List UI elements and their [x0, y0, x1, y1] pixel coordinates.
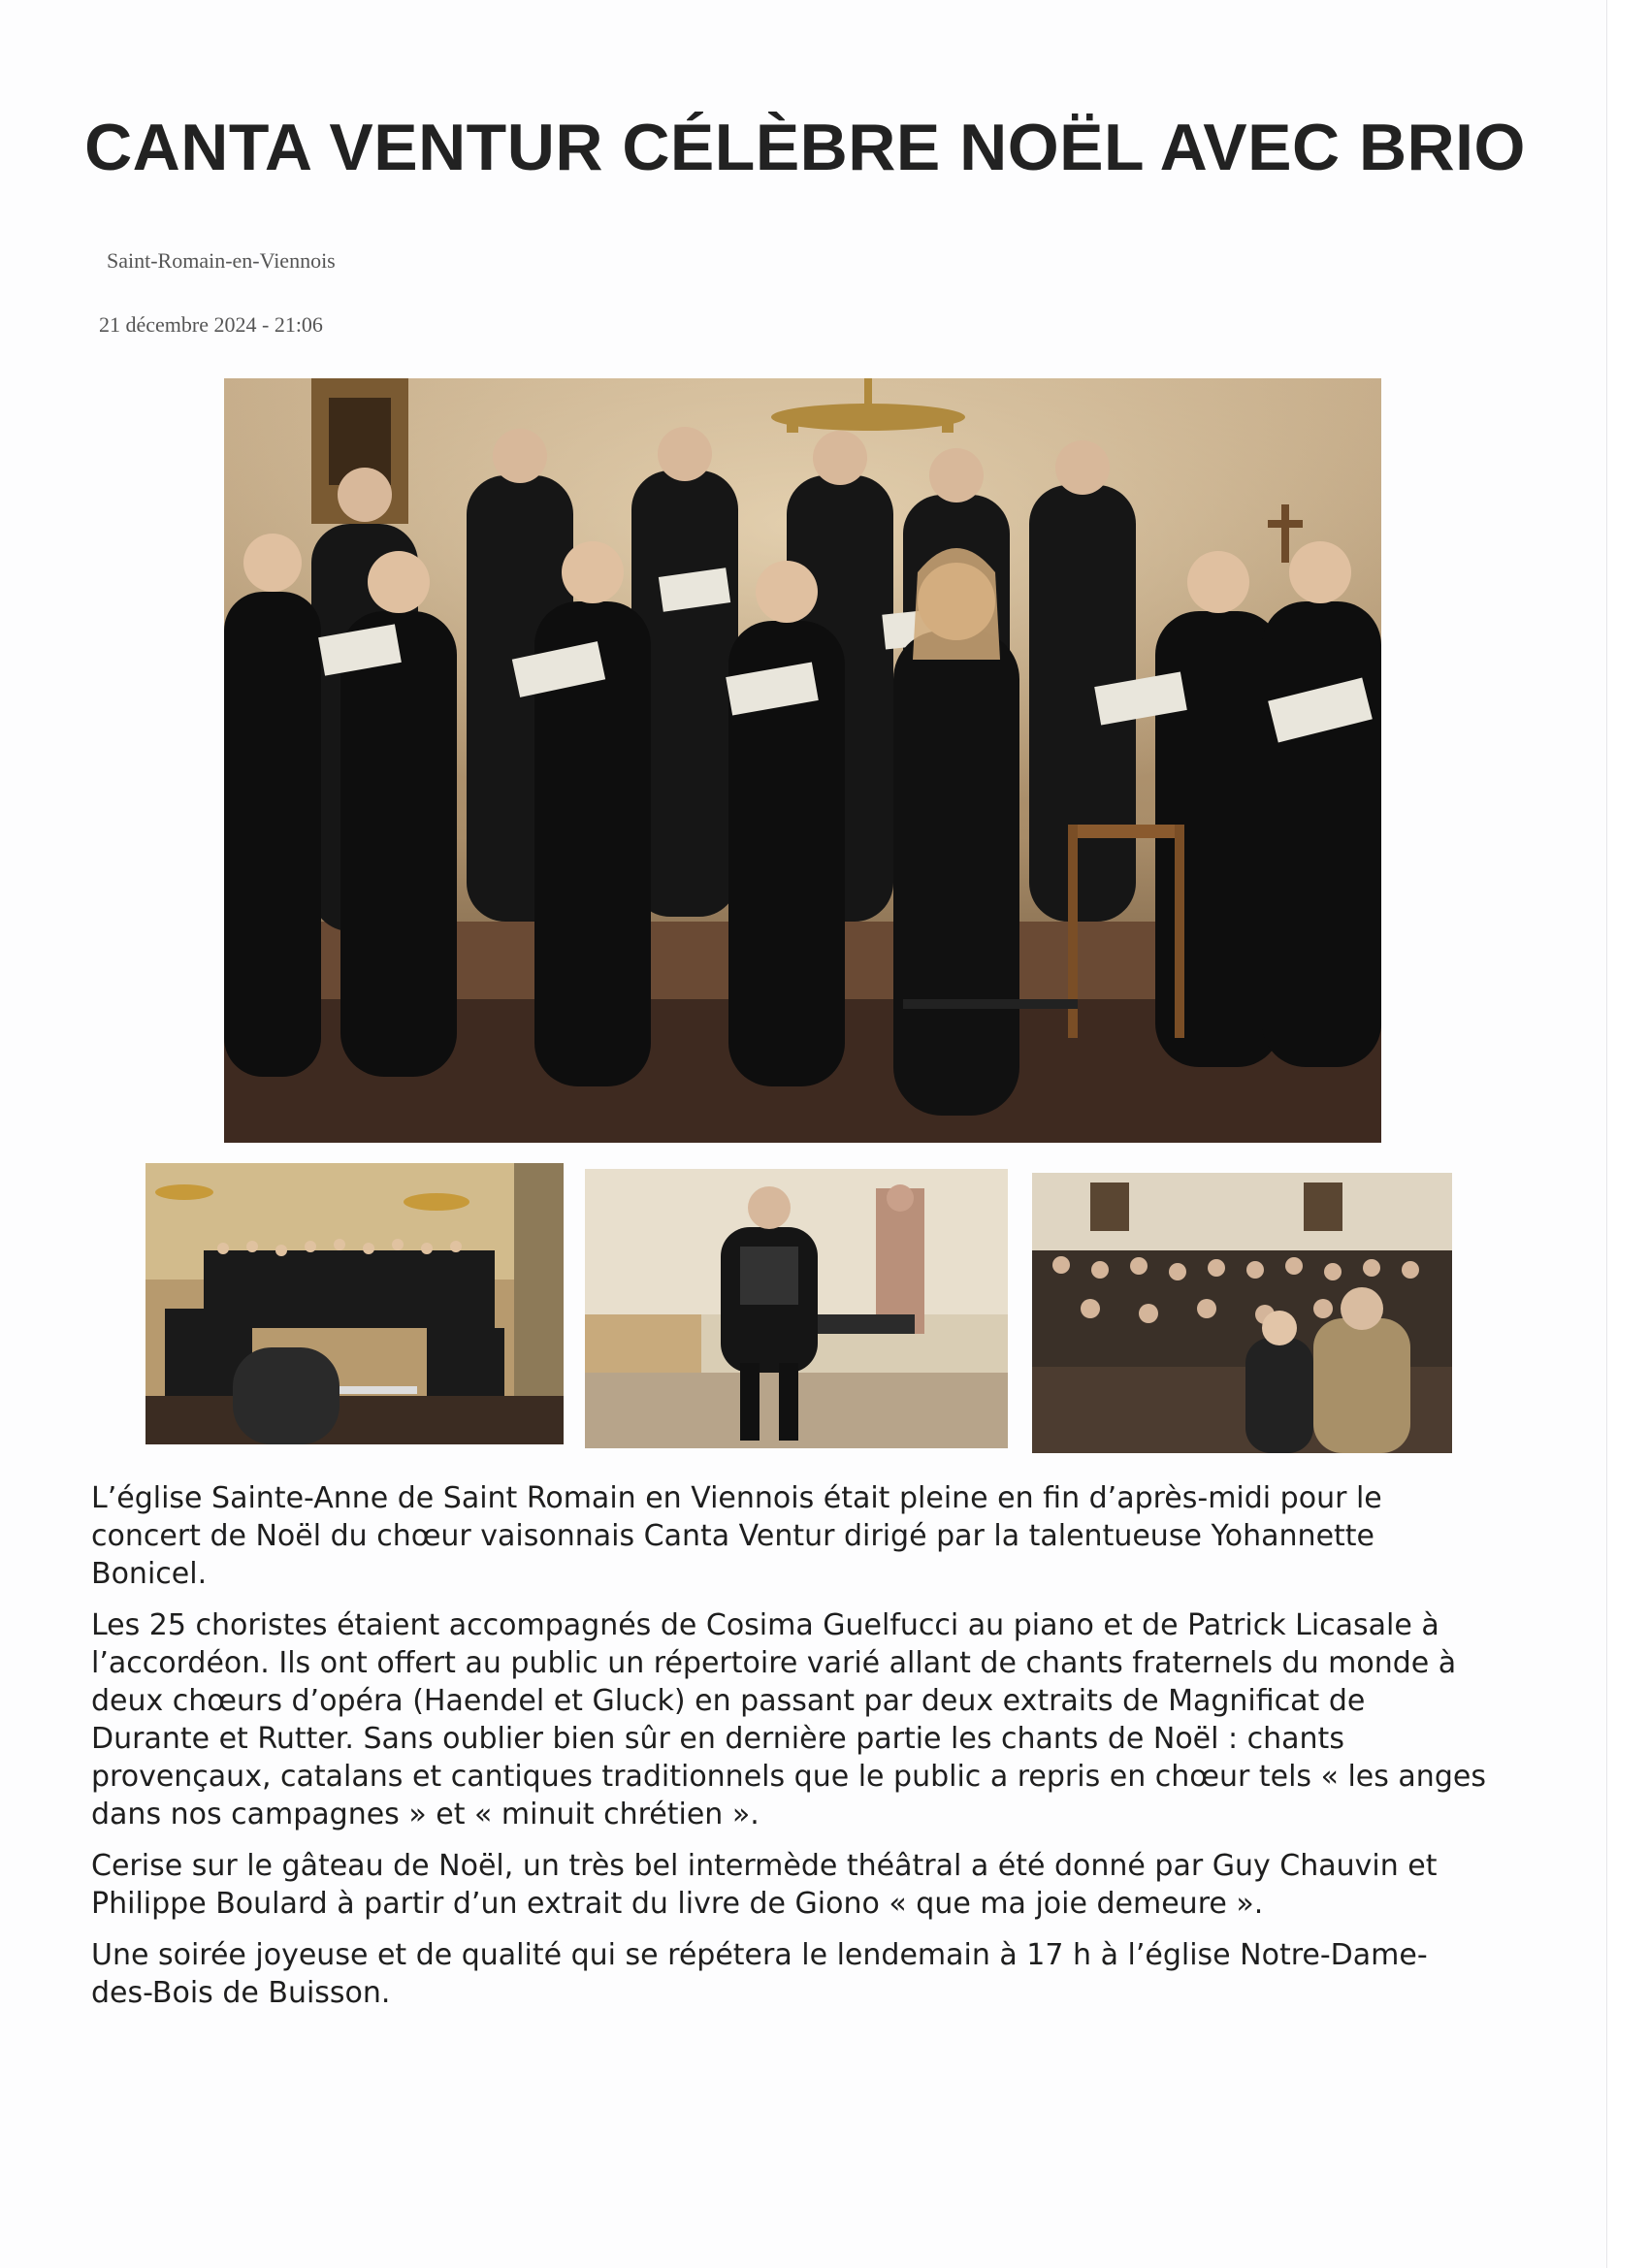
- choir-photo: [224, 378, 1381, 1143]
- article-paragraph: Cerise sur le gâteau de Noël, un très bel intermède théâtral a été donné par Guy Chauvin et Philippe Boulard à partir d’un extrait du livre de Giono « que ma joie demeure ».: [91, 1849, 1438, 1921]
- article-paragraph: Une soirée joyeuse et de qualité qui se répétera le lendemain à 17 h à l’église Notre-Dame-des-Bois de Buisson.: [91, 1938, 1428, 2010]
- article-date: 21 décembre 2024 - 21:06: [99, 312, 323, 337]
- article-paragraph: L’église Sainte-Anne de Saint Romain en Viennois était pleine en fin d’après-midi pour le concert de Noël du chœur vaisonnais Canta Ventur dirigé par la talentueuse Yohannette Bonicel.: [91, 1481, 1382, 1591]
- article-paragraph: Les 25 choristes étaient accompagnés de Cosima Guelfucci au piano et de Patrick Licasale à l’accordéon. Ils ont offert au public un répertoire varié allant de chants fraternels du monde à deux chœurs d’opéra (Haendel et Gluck) en passant par deux extraits de Magnificat de Durante et Rutter. Sans oublier bien sûr en dernière partie les chants de Noël : chants provençaux, catalans et cantiques traditionnels que le public a repris en chœur tels « les anges dans nos campagnes » et « minuit chrétien ».: [91, 1608, 1486, 1831]
- choir-nave-photo: [146, 1163, 564, 1444]
- audience-photo: [1032, 1173, 1452, 1453]
- article-title: CANTA VENTUR CÉLÈBRE NOËL AVEC BRIO: [84, 111, 1526, 184]
- accordion-player-photo: [585, 1169, 1008, 1448]
- article-location: Saint-Romain-en-Viennois: [107, 248, 336, 273]
- article-body: [91, 1479, 1488, 2025]
